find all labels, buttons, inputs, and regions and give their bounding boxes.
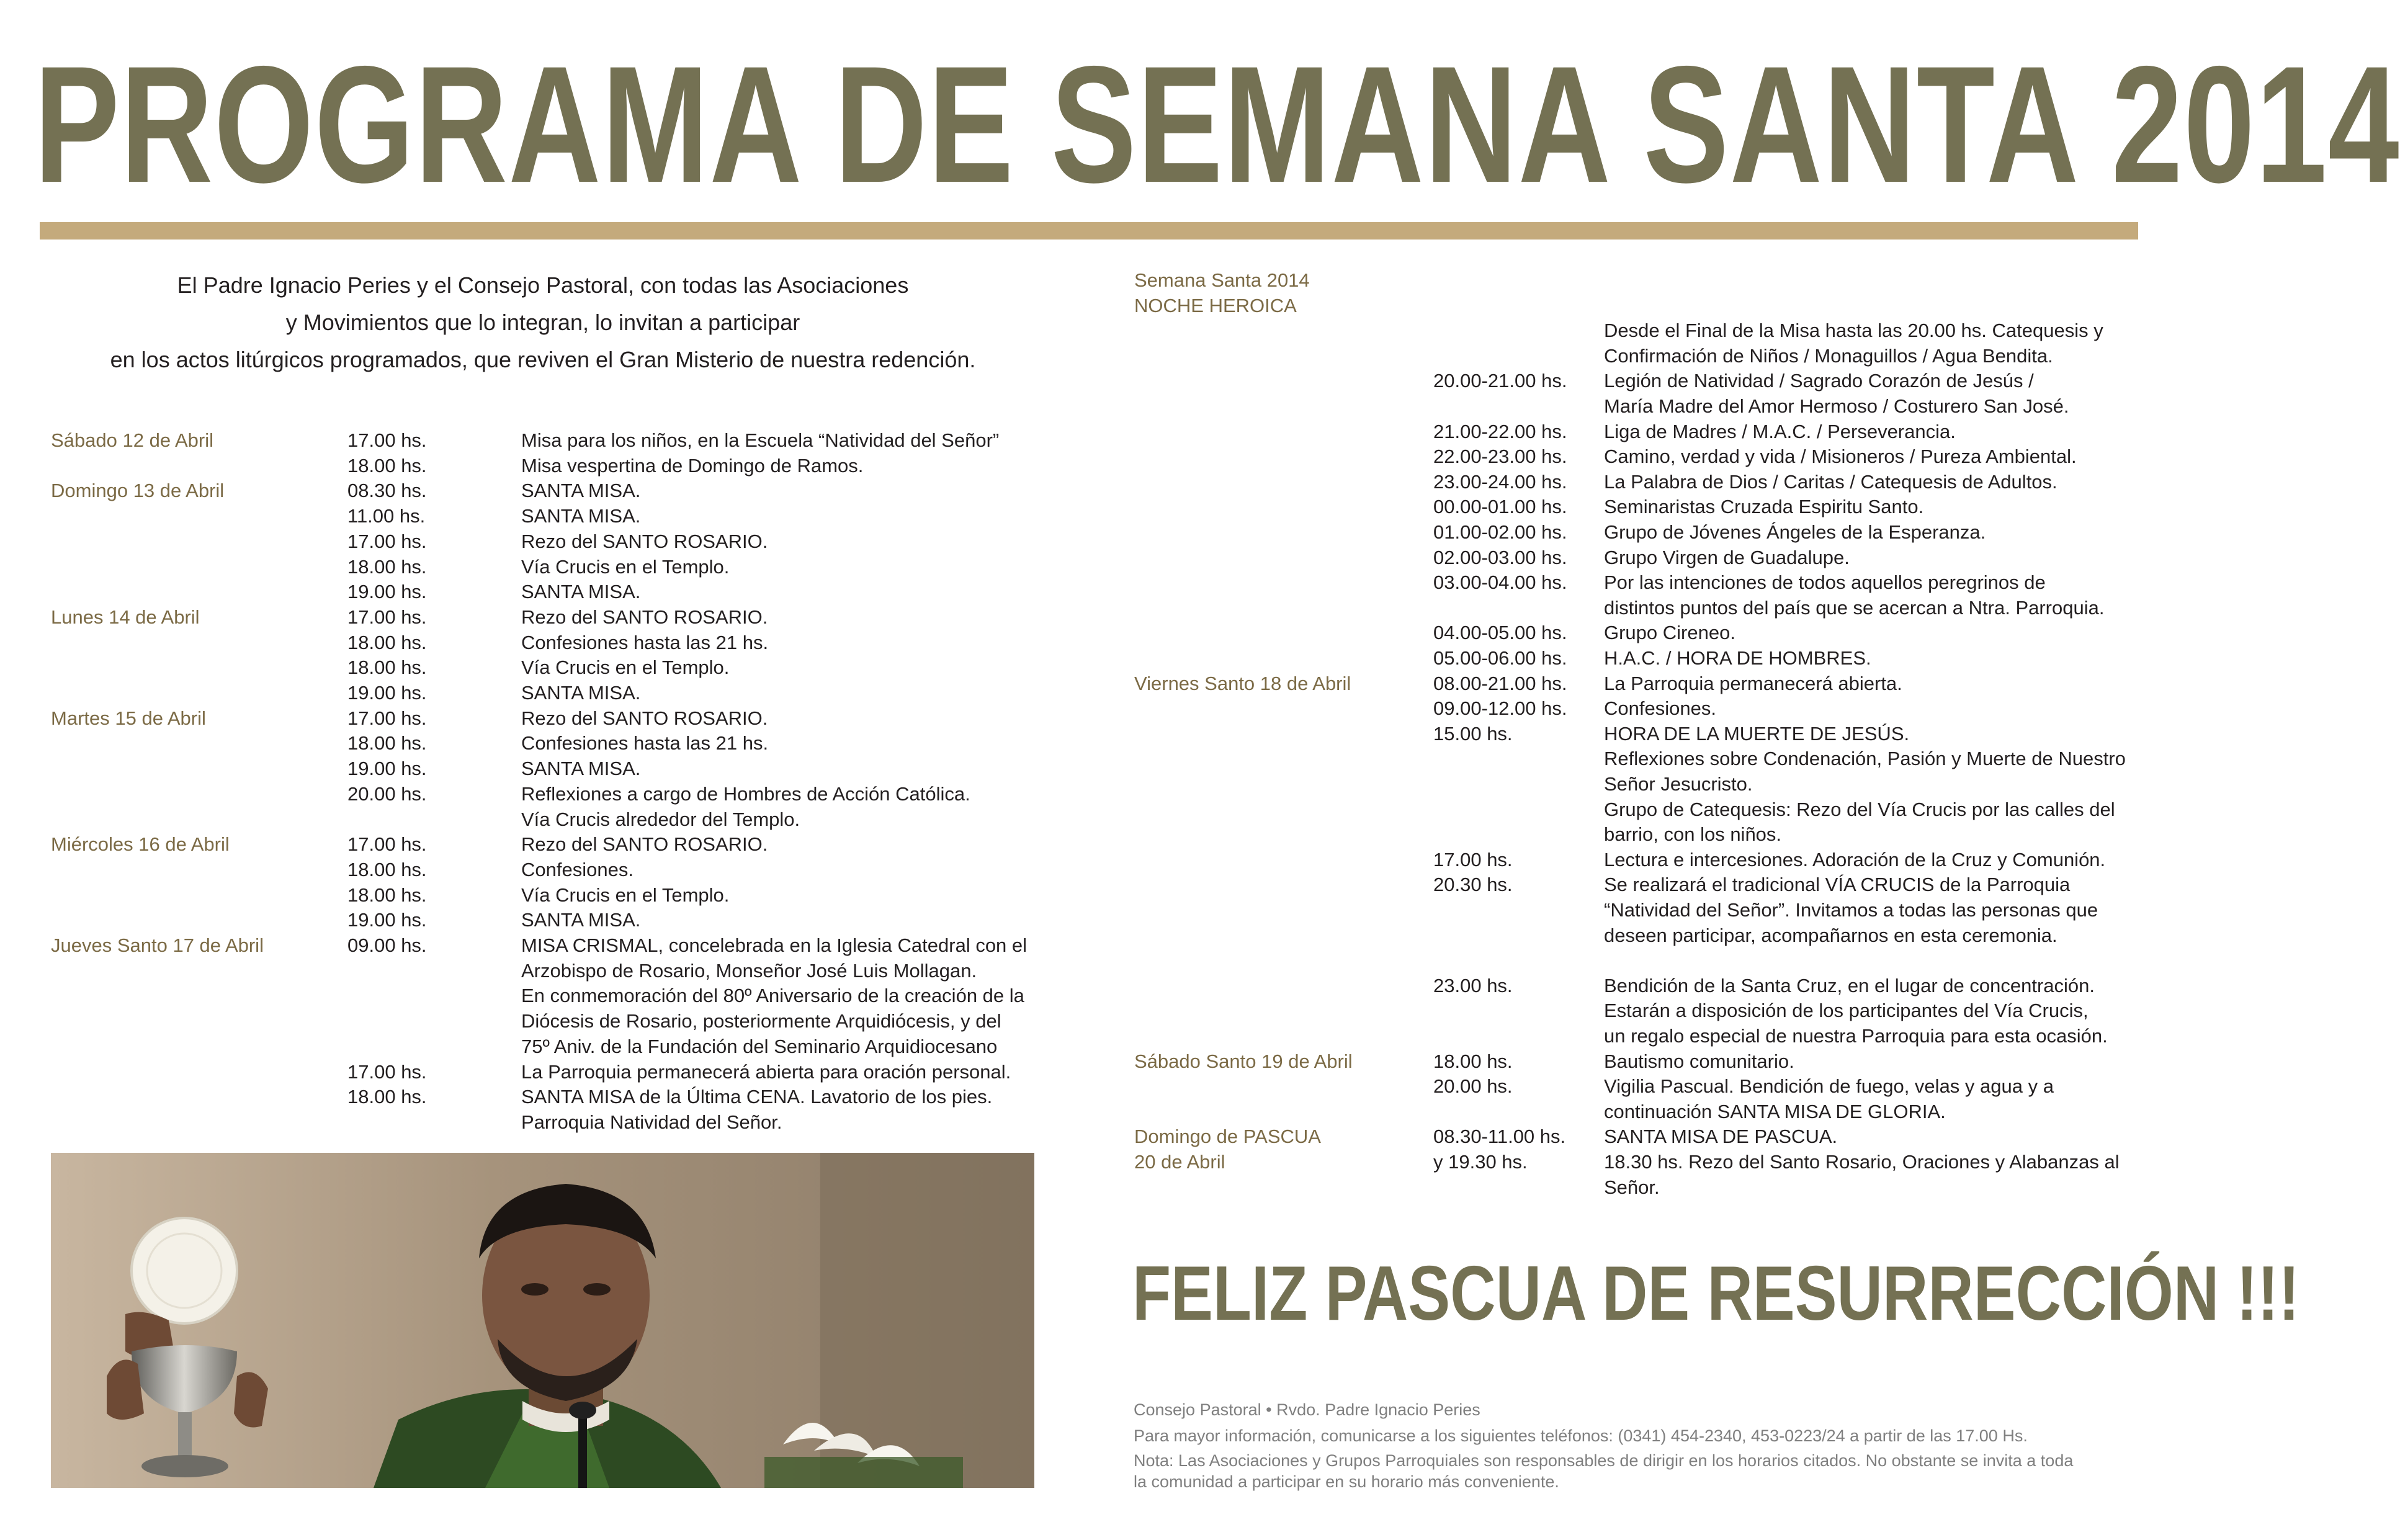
schedule-time: 22.00-23.00 hs. [1433,445,1567,468]
schedule-description: Rezo del SANTO ROSARIO. [521,833,768,856]
schedule-row [0,1024,2177,1049]
schedule-description: Grupo Virgen de Guadalupe. [1604,546,1850,568]
schedule-time: 19.00 hs. [347,682,427,704]
schedule-description: Rezo del SANTO ROSARIO. [521,530,768,552]
schedule-description: 18.30 hs. Rezo del Santo Rosario, Oraciones y Alabanzas al [1604,1151,2120,1173]
schedule-row [0,1099,2177,1124]
schedule-description: Vigilia Pascual. Bendición de fuego, velas y agua y a [1604,1075,2054,1098]
schedule-description: deseen participar, acompañarnos en esta ceremonia. [1604,924,2057,946]
schedule-time: 18.00 hs. [347,656,427,679]
schedule-row [0,872,2177,897]
schedule-description: Seminaristas Cruzada Espiritu Santo. [1604,496,1924,518]
schedule-description: Confirmación de Niños / Monaguillos / Agua Bendita. [1604,344,2053,367]
schedule-description: Confesiones hasta las 21 hs. [521,732,769,754]
schedule-time: 17.00 hs. [347,833,427,856]
schedule-row [0,470,2177,495]
schedule-time: y 19.30 hs. [1433,1151,1528,1173]
footer-note-cont: la comunidad a participar en su horario más conveniente. [1134,1472,1559,1491]
schedule-row [0,923,2177,948]
schedule-description: SANTA MISA. [521,581,641,603]
schedule-time: 17.00 hs. [347,1060,427,1083]
schedule-row [0,545,2177,570]
schedule-description: SANTA MISA. [521,480,641,502]
schedule-description: Vía Crucis en el Templo. [521,656,730,679]
schedule-row [0,394,2177,419]
schedule-row [0,746,2177,771]
schedule-row [0,495,2177,519]
schedule-description: SANTA MISA. [521,909,641,931]
schedule-description: 75º Aniv. de la Fundación del Seminario Arquidiocesano [521,1035,998,1057]
schedule-row [0,974,2177,998]
priest-photo-illustration [51,1153,1034,1488]
schedule-description: Reflexiones sobre Condenación, Pasión y Muerte de Nuestro [1604,748,2126,770]
schedule-time: 20.00 hs. [347,782,427,805]
schedule-row [0,1074,2177,1099]
schedule-description: Grupo de Catequesis: Rezo del Vía Crucis por las calles del [1604,798,2115,820]
schedule-row [0,898,2177,923]
schedule-row [0,268,2177,293]
schedule-row [0,722,2177,746]
schedule-description: Vía Crucis en el Templo. [521,884,730,906]
schedule-description: SANTA MISA. [521,758,641,780]
schedule-day: Viernes Santo 18 de Abril [1134,672,1351,694]
schedule-description: Señor Jesucristo. [1604,773,1753,795]
schedule-description: Rezo del SANTO ROSARIO. [521,707,768,729]
schedule-time: 08.00-21.00 hs. [1433,672,1567,694]
schedule-day: Martes 15 de Abril [51,707,206,729]
schedule-description: Señor. [1604,1176,1660,1198]
schedule-row [0,1124,2177,1149]
schedule-description: Grupo de Jóvenes Ángeles de la Esperanza. [1604,521,1986,543]
schedule-row [0,369,2177,393]
schedule-time: 04.00-05.00 hs. [1433,622,1567,644]
schedule-description: SANTA MISA de la Última CENA. Lavatorio de los pies. [521,1086,993,1108]
schedule-description: Confesiones. [521,858,634,880]
schedule-description: un regalo especial de nuestra Parroquia para esta ocasión. [1604,1025,2108,1047]
schedule-day: NOCHE HEROICA [1134,294,1297,316]
schedule-time: 17.00 hs. [1433,848,1513,871]
schedule-time: 09.00-12.00 hs. [1433,697,1567,720]
schedule-description: MISA CRISMAL, concelebrada en la Iglesia Catedral con el [521,934,1028,956]
schedule-day: Sábado Santo 19 de Abril [1134,1050,1353,1072]
schedule-time: 08.30-11.00 hs. [1433,1126,1566,1148]
schedule-time: 21.00-22.00 hs. [1433,420,1567,442]
footer-credits: Consejo Pastoral • Rvdo. Padre Ignacio Peries [1134,1400,1480,1419]
footer-note: Nota: Las Asociaciones y Grupos Parroquiales son responsables de dirigir en los horarios citados. No obstante se invita a toda [1134,1451,2074,1470]
schedule-time: 23.00-24.00 hs. [1433,470,1567,493]
schedule-time: 18.00 hs. [347,1086,427,1108]
schedule-day: Semana Santa 2014 [1134,269,1310,291]
schedule-row [0,772,2177,797]
schedule-description: H.A.C. / HORA DE HOMBRES. [1604,647,1871,669]
schedule-day: Miércoles 16 de Abril [51,833,230,856]
schedule-description: Legión de Natividad / Sagrado Corazón de Jesús / [1604,370,2034,392]
schedule-time: 17.00 hs. [347,707,427,729]
schedule-row [0,344,2177,369]
schedule-time: 20.00 hs. [1433,1075,1513,1098]
page-title: PROGRAMA DE SEMANA SANTA 2014 [34,31,2400,217]
schedule-time: 20.00-21.00 hs. [1433,370,1567,392]
schedule-description: Reflexiones a cargo de Hombres de Acción Católica. [521,782,970,805]
schedule-description: Confesiones. [1604,697,1716,720]
schedule-description: Estarán a disposición de los participantes del Vía Crucis, [1604,1000,2089,1022]
schedule-time: 18.00 hs. [347,454,427,477]
schedule-description: La Parroquia permanecerá abierta para oración personal. [521,1060,1011,1083]
schedule-time: 02.00-03.00 hs. [1433,546,1567,568]
schedule-description: Confesiones hasta las 21 hs. [521,631,769,653]
schedule-time: 18.00 hs. [347,732,427,754]
schedule-row [0,596,2177,620]
schedule-time: 19.00 hs. [347,581,427,603]
schedule-description: distintos puntos del país que se acercan a Ntra. Parroquia. [1604,596,2105,619]
schedule-row [0,520,2177,545]
schedule-time: 23.00 hs. [1433,974,1513,996]
schedule-description: Diócesis de Rosario, posteriormente Arquidiócesis, y del [521,1010,1001,1032]
schedule-row [0,419,2177,444]
schedule-row [0,646,2177,671]
schedule-day: Lunes 14 de Abril [51,606,200,628]
schedule-time: 01.00-02.00 hs. [1433,521,1567,543]
schedule-description: Liga de Madres / M.A.C. / Perseverancia. [1604,420,1956,442]
schedule-description: Arzobispo de Rosario, Monseñor José Luis Mollagan. [521,959,977,982]
intro-line: y Movimientos que lo integran, lo invitan a participar [285,310,800,335]
schedule-description: Desde el Final de la Misa hasta las 20.00 hs. Catequesis y [1604,320,2103,342]
schedule-time: 11.00 hs. [347,505,426,527]
schedule-day: 20 de Abril [1134,1151,1225,1173]
schedule-day: Sábado 12 de Abril [51,429,213,451]
schedule-time: 18.00 hs. [1433,1050,1513,1072]
schedule-description: Rezo del SANTO ROSARIO. [521,606,768,628]
schedule-time: 18.00 hs. [347,858,427,880]
schedule-description: La Parroquia permanecerá abierta. [1604,672,1902,694]
schedule-row [0,797,2177,822]
schedule-description: Se realizará el tradicional VÍA CRUCIS de la Parroquia [1604,874,2071,896]
schedule-description: Camino, verdad y vida / Misioneros / Pureza Ambiental. [1604,445,2077,468]
schedule-description: barrio, con los niños. [1604,823,1782,846]
schedule-description: SANTA MISA. [521,505,641,527]
footer-contact: Para mayor información, comunicarse a los siguientes teléfonos: (0341) 454-2340, 453-0223/24 a partir de las 17.00 Hs. [1134,1426,2028,1445]
schedule-description: María Madre del Amor Hermoso / Costurero San José. [1604,395,2069,417]
schedule-row [0,293,2177,318]
schedule-description: Lectura e intercesiones. Adoración de la Cruz y Comunión. [1604,848,2106,871]
schedule-description: “Natividad del Señor”. Invitamos a todas las personas que [1604,899,2098,921]
schedule-description: continuación SANTA MISA DE GLORIA. [1604,1100,1946,1122]
schedule-description: HORA DE LA MUERTE DE JESÚS. [1604,722,1910,745]
schedule-time: 03.00-04.00 hs. [1433,571,1567,594]
schedule-description: La Palabra de Dios / Caritas / Catequesis de Adultos. [1604,470,2057,493]
schedule-description: Vía Crucis alrededor del Templo. [521,808,800,830]
schedule-day: Domingo de PASCUA [1134,1126,1321,1148]
schedule-row [0,671,2177,696]
schedule-time: 09.00 hs. [347,934,427,956]
schedule-time: 05.00-06.00 hs. [1433,647,1567,669]
schedule-description: SANTA MISA. [521,682,641,704]
schedule-time: 20.30 hs. [1433,874,1513,896]
schedule-description: Misa vespertina de Domingo de Ramos. [521,454,864,477]
schedule-row [0,570,2177,595]
schedule-description: Parroquia Natividad del Señor. [521,1111,782,1133]
schedule-day: Jueves Santo 17 de Abril [51,934,264,956]
schedule-time: 15.00 hs. [1433,722,1513,745]
schedule-description: Vía Crucis en el Templo. [521,555,730,578]
schedule-description: Por las intenciones de todos aquellos peregrinos de [1604,571,2046,594]
schedule-row [0,998,2177,1023]
schedule-time: 17.00 hs. [347,530,427,552]
schedule-time: 17.00 hs. [347,429,427,451]
schedule-time: 18.00 hs. [347,631,427,653]
schedule-time: 19.00 hs. [347,758,427,780]
schedule-row [0,948,2177,973]
schedule-row [0,696,2177,721]
closing-greeting: FELIZ PASCUA DE RESURRECCIÓN !!! [1132,1251,2300,1336]
schedule-description: Grupo Cireneo. [1604,622,1735,644]
schedule-description: En conmemoración del 80º Aniversario de la creación de la [521,985,1024,1007]
schedule-row [0,848,2177,872]
schedule-row [0,620,2177,645]
schedule-description: Misa para los niños, en la Escuela “Natividad del Señor” [521,429,1000,451]
schedule-time: 08.30 hs. [347,480,427,502]
intro-line: en los actos litúrgicos programados, que reviven el Gran Misterio de nuestra redención. [110,347,976,372]
schedule-row [0,822,2177,847]
intro-line: El Padre Ignacio Peries y el Consejo Pastoral, con todas las Asociaciones [177,272,909,298]
schedule-description: SANTA MISA DE PASCUA. [1604,1126,1838,1148]
footer [1134,1399,2151,1492]
schedule-row [0,1049,2177,1074]
schedule-description: Bautismo comunitario. [1604,1050,1794,1072]
schedule-row [0,444,2177,469]
schedule-day: Domingo 13 de Abril [51,480,225,502]
schedule-description: Bendición de la Santa Cruz, en el lugar de concentración. [1604,974,2095,996]
schedule-row [0,318,2177,343]
schedule-time: 00.00-01.00 hs. [1433,496,1567,518]
schedule-time: 18.00 hs. [347,884,427,906]
schedule-time: 18.00 hs. [347,555,427,578]
schedule-time: 19.00 hs. [347,909,427,931]
priest-photo [51,1153,1034,1488]
schedule-time: 17.00 hs. [347,606,427,628]
